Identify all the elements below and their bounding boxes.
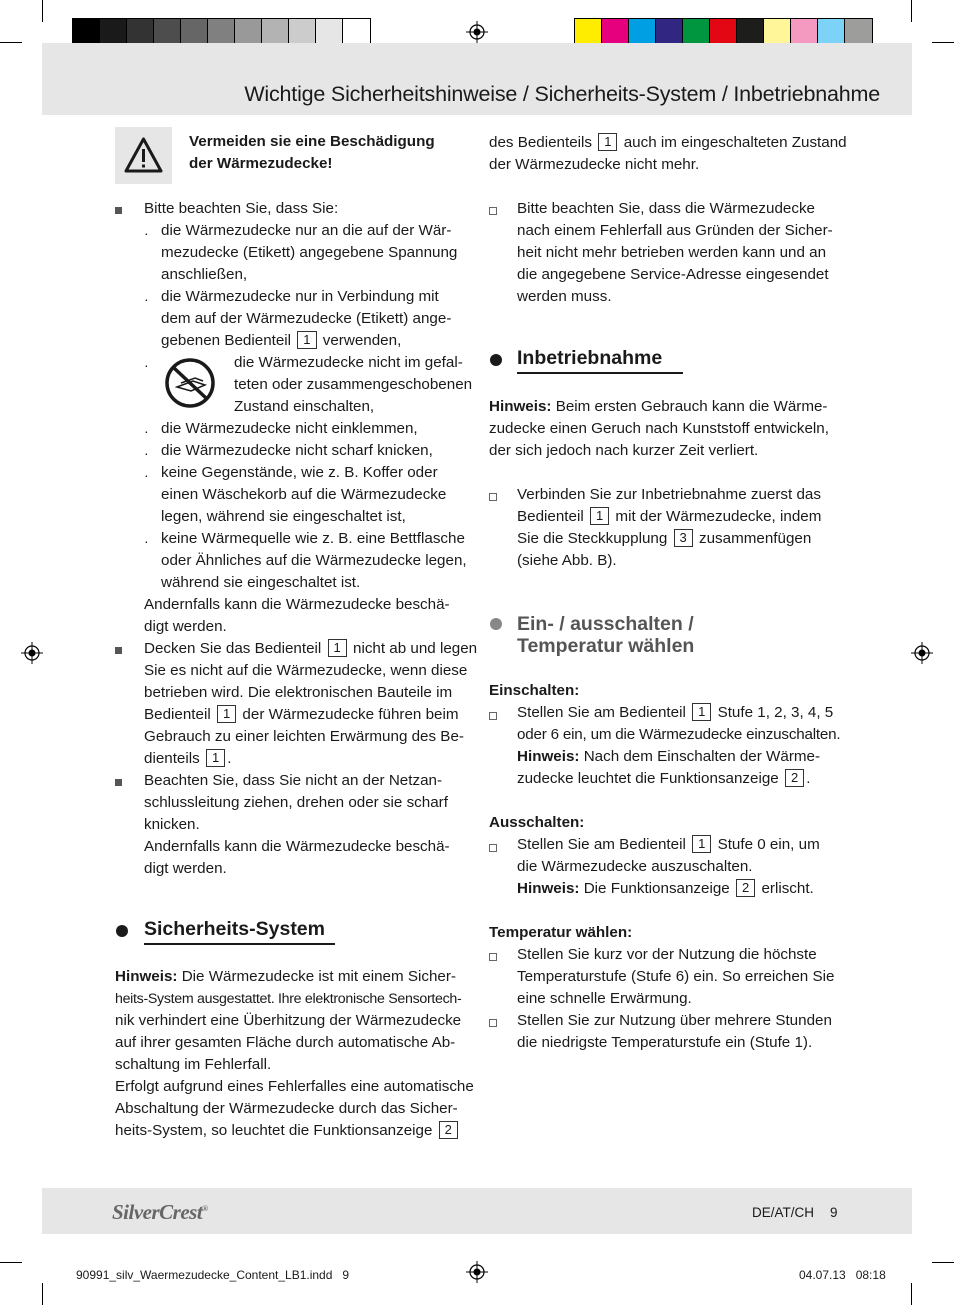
text-line: betrieben wird. Die elektronischen Bauteile im — [144, 684, 453, 701]
dash-bullet: · — [144, 291, 149, 307]
section-bullet — [116, 925, 128, 937]
reference-number: 2 — [439, 1121, 458, 1139]
text-line: Bedienteil 1 der Wärmezudecke führen beim — [144, 706, 459, 723]
dash-bullet: · — [144, 357, 149, 373]
text-line: Gebrauch zu einer leichten Erwärmung des Be- — [144, 728, 464, 745]
text-line: des Bedienteils 1 auch im eingeschalteten Zustand — [489, 134, 847, 151]
text-line: Decken Sie das Bedienteil 1 nicht ab und legen — [144, 640, 478, 657]
bullet-square — [115, 647, 122, 654]
text-line: Hinweis: Beim ersten Gebrauch kann die Wärme- — [489, 398, 828, 415]
crop-mark — [0, 1262, 22, 1263]
text-line: Stellen Sie zur Nutzung über mehrere Stunden — [517, 1012, 832, 1029]
text-line: oder Ähnliches auf die Wärmezudecke legen, — [161, 552, 467, 569]
registration-mark-icon — [466, 21, 488, 43]
registration-mark-icon — [21, 642, 43, 664]
text-line: Sie die Steckkupplung 3 zusammenfügen — [517, 530, 812, 547]
warning-triangle-icon — [115, 127, 172, 184]
text-line: werden muss. — [517, 288, 612, 305]
text-line: Stellen Sie kurz vor der Nutzung die höchste — [517, 946, 817, 963]
text-line: zudecke einen Geruch nach Kunststoff entwickeln, — [489, 420, 829, 437]
text-line: mezudecke (Etikett) angegebene Spannung — [161, 244, 458, 261]
text-line: knicken. — [144, 816, 200, 833]
reference-number: 1 — [590, 507, 609, 525]
text-line: Sie es nicht auf die Wärmezudecke, wenn diese — [144, 662, 468, 679]
text-line: Zustand einschalten, — [234, 398, 375, 415]
bullet-square — [115, 207, 122, 214]
text-line: der Wärmezudecke nicht mehr. — [489, 156, 700, 173]
reference-number: 1 — [598, 133, 617, 151]
bullet-open-square — [489, 953, 497, 961]
warning-title: Vermeiden sie eine Beschädigung der Wärmezudecke! — [189, 133, 435, 172]
reference-number: 1 — [692, 703, 711, 721]
text-line: Bedienteil 1 mit der Wärmezudecke, indem — [517, 508, 822, 525]
text-line: die Wärmezudecke nicht scharf knicken, — [161, 442, 433, 459]
text-line: Hinweis: Die Funktionsanzeige 2 erlischt. — [517, 880, 814, 897]
bullet-open-square — [489, 844, 497, 852]
text-line: Andernfalls kann die Wärmezudecke beschä- — [144, 596, 450, 613]
page-number: 9 — [830, 1205, 838, 1220]
dash-bullet: · — [144, 445, 149, 461]
text-line: die Wärmezudecke nicht einklemmen, — [161, 420, 418, 437]
crop-mark — [932, 42, 954, 43]
bullet-open-square — [489, 493, 497, 501]
section-underline — [517, 372, 683, 374]
reference-number: 1 — [217, 705, 236, 723]
text-line: anschließen, — [161, 266, 248, 283]
text-line: keine Gegenstände, wie z. B. Koffer oder — [161, 464, 438, 481]
crop-mark — [0, 42, 22, 43]
crop-mark — [911, 1283, 912, 1305]
text-line: die angegebene Service-Adresse eingesendet — [517, 266, 829, 283]
reference-number: 2 — [785, 769, 804, 787]
registration-mark-icon — [466, 1261, 488, 1283]
text-line: die Wärmezudecke nur an die auf der Wär- — [161, 222, 452, 239]
text-line: (siehe Abb. B). — [517, 552, 617, 569]
text-line: digt werden. — [144, 860, 227, 877]
warning-box — [115, 127, 172, 184]
dash-bullet: · — [144, 423, 149, 439]
no-folding-icon — [163, 356, 217, 410]
section-bullet — [490, 618, 502, 630]
text-line: heits-System, so leuchtet die Funktionsanzeige 2 — [115, 1120, 460, 1142]
text-line: Hinweis: Die Wärmezudecke ist mit einem Sicher- — [115, 968, 456, 985]
text-line: nik verhindert eine Überhitzung der Wärmezudecke — [115, 1012, 462, 1029]
crop-mark — [911, 0, 912, 22]
text-line: Bitte beachten Sie, dass Sie: — [144, 200, 339, 217]
text-line: legen, während sie eingeschaltet ist, — [161, 508, 406, 525]
text-line: schlussleitung ziehen, drehen oder sie scharf — [144, 794, 448, 811]
text-line: während sie eingeschaltet ist. — [161, 574, 361, 591]
bullet-open-square — [489, 1019, 497, 1027]
section-bullet — [490, 354, 502, 366]
text-line: zudecke leuchtet die Funktionsanzeige 2 . — [517, 770, 811, 787]
brand-logo: SilverCrest® — [112, 1200, 208, 1224]
slug-date: 04.07.13 08:18 — [799, 1268, 886, 1282]
text-line: teten oder zusammengeschobenen — [234, 376, 473, 393]
section-heading-sicherheits-system: Sicherheits-System — [144, 918, 325, 940]
text-line: die Wärmezudecke nicht im gefal- — [234, 354, 463, 371]
text-line: Andernfalls kann die Wärmezudecke beschä- — [144, 838, 450, 855]
text-line: keine Wärmequelle wie z. B. eine Bettflasche — [161, 530, 465, 547]
reference-number: 1 — [297, 331, 316, 349]
text-line: Beachten Sie, dass Sie nicht an der Netzan- — [144, 772, 443, 789]
text-line: die niedrigste Temperaturstufe ein (Stufe 1). — [517, 1034, 813, 1051]
subheading-temperatur: Temperatur wählen: — [489, 924, 633, 941]
crop-mark — [932, 1262, 954, 1263]
text-line: Temperaturstufe (Stufe 6) ein. So erreichen Sie — [517, 968, 835, 985]
text-line: Stellen Sie am Bedienteil 1 Stufe 0 ein, um — [517, 836, 820, 853]
text-line: gebenen Bedienteil 1 verwenden, — [161, 332, 402, 349]
bullet-open-square — [489, 712, 497, 720]
text-line: Abschaltung der Wärmezudecke durch das Sicher- — [115, 1100, 458, 1117]
text-line: schaltung im Fehlerfall. — [115, 1056, 272, 1073]
crop-mark — [42, 1283, 43, 1305]
section-heading-inbetriebnahme: Inbetriebnahme — [517, 347, 663, 369]
dash-bullet: · — [144, 225, 149, 241]
dash-bullet: · — [144, 467, 149, 483]
text-line: Verbinden Sie zur Inbetriebnahme zuerst das — [517, 486, 821, 503]
crop-mark — [42, 0, 43, 22]
footer-locale: DE/AT/CH — [752, 1205, 815, 1220]
text-line: Hinweis: Nach dem Einschalten der Wärme- — [517, 748, 821, 765]
text-line: der sich jedoch nach kurzer Zeit verliert. — [489, 442, 759, 459]
subheading-ausschalten: Ausschalten: — [489, 814, 585, 831]
reference-number: 1 — [328, 639, 347, 657]
reference-number: 2 — [736, 879, 755, 897]
page-title: Wichtige Sicherheitshinweise / Sicherheits-System / Inbetriebnahme — [244, 82, 880, 106]
reference-number: 3 — [674, 529, 693, 547]
bullet-open-square — [489, 207, 497, 215]
text-line: heit nicht mehr betrieben werden kann und an — [517, 244, 827, 261]
bullet-square — [115, 779, 122, 786]
subheading-einschalten: Einschalten: — [489, 682, 580, 699]
text-line: die Wärmezudecke auszuschalten. — [517, 858, 753, 875]
text-line: die Wärmezudecke nur in Verbindung mit — [161, 288, 439, 305]
text-line: eine schnelle Erwärmung. — [517, 990, 692, 1007]
slug-filename: 90991_silv_Waermezudecke_Content_LB1.indd 9 — [76, 1268, 350, 1282]
text-line: Bitte beachten Sie, dass die Wärmezudecke — [517, 200, 816, 217]
text-line: Stellen Sie am Bedienteil 1 Stufe 1, 2, 3, 4, 5 — [517, 704, 834, 721]
text-line: oder 6 ein, um die Wärmezudecke einzuschalten. — [517, 726, 841, 743]
section-underline — [144, 943, 335, 945]
text-line: dem auf der Wärmezudecke (Etikett) ange- — [161, 310, 452, 327]
text-line: digt werden. — [144, 618, 227, 635]
text-line: auf ihrer gesamten Fläche durch automatische Ab- — [115, 1034, 456, 1051]
section-heading-ein-ausschalten: Ein- / ausschalten / Temperatur wählen — [517, 613, 695, 657]
text-line: Erfolgt aufgrund eines Fehlerfalles eine automatische — [115, 1078, 474, 1095]
text-line: einen Wäschekorb auf die Wärmezudecke — [161, 486, 447, 503]
registration-mark-icon — [911, 642, 933, 664]
dash-bullet: · — [144, 533, 149, 549]
reference-number: 1 — [206, 749, 225, 767]
text-line: heits-System ausgestattet. Ihre elektronische Sensortech- — [115, 991, 462, 1007]
text-line: dienteils 1 . — [144, 750, 232, 767]
text-line: nach einem Fehlerfall aus Gründen der Sicher- — [517, 222, 833, 239]
reference-number: 1 — [692, 835, 711, 853]
